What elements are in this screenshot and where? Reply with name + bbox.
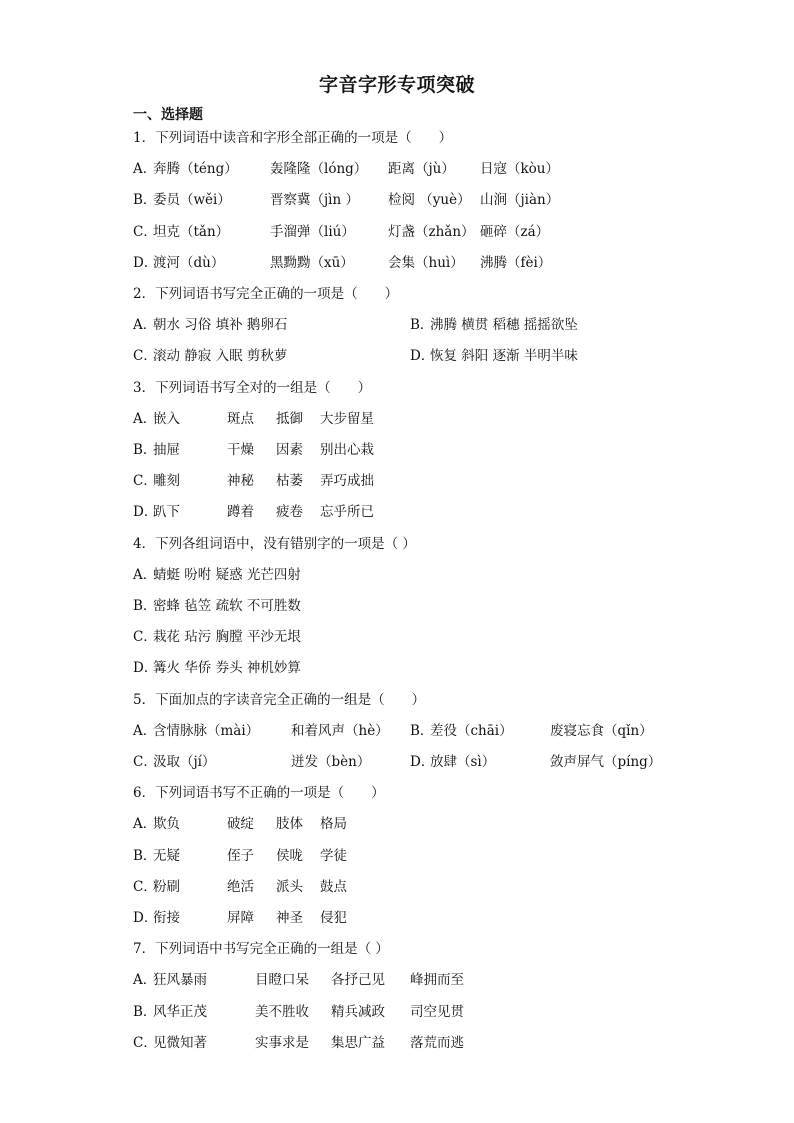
option-item: 黑黝黝（xū）: [270, 254, 354, 271]
option-item: 衔接: [153, 910, 180, 926]
option-item: 滚动 静寂 入眠 剪秋萝: [153, 348, 288, 365]
option-label: B．: [133, 598, 157, 614]
option-item: 山涧（jiàn）: [480, 192, 560, 209]
option-item: 含情脉脉（mài）: [153, 722, 260, 739]
option-item: 轰隆隆（lóng）: [270, 161, 368, 178]
option-item: 抵御: [276, 410, 303, 427]
option-item: 鼓点: [320, 878, 347, 895]
question-stem: 1．下列词语中读音和字形全部正确的一项是（ ）: [133, 130, 453, 146]
option-item: 蹲着: [227, 504, 254, 521]
option-label: A．: [133, 972, 157, 989]
option-item: 枯萎: [276, 473, 303, 490]
option-item: 峰拥而至: [410, 972, 464, 989]
option-item: 敛声屏气（píng）: [550, 754, 662, 770]
option-label: D．: [133, 910, 158, 926]
question-stem: 2．下列词语书写完全正确的一项是（ ）: [133, 286, 399, 302]
option-item: 别出心栽: [320, 442, 374, 458]
option-label: B．: [133, 847, 157, 864]
option-label: B．: [133, 442, 157, 458]
option-item: 迸发（bèn）: [291, 754, 371, 770]
option-item: 破绽: [227, 816, 254, 833]
option-item: 欺负: [153, 816, 180, 833]
option-item: 弄巧成拙: [320, 473, 374, 490]
option-item: 和着风声（hè）: [291, 722, 389, 739]
option-label: D．: [133, 660, 158, 677]
option-item: 屏障: [227, 910, 254, 926]
option-item: 目瞪口呆: [255, 972, 309, 989]
option-item: 侵犯: [320, 910, 347, 926]
option-item: 委员（wěi）: [153, 192, 231, 209]
option-label: C．: [133, 1034, 157, 1051]
option-item: 晋察冀（jìn ）: [270, 192, 359, 209]
option-item: 抽屉: [153, 442, 180, 458]
option-item: 绝活: [227, 878, 254, 895]
option-item: 坦克（tǎn）: [153, 223, 230, 240]
option-item: 蜻蜓 吩咐 疑惑 光芒四射: [153, 566, 301, 583]
option-item: 奔腾（téng）: [153, 161, 238, 178]
option-item: 集思广益: [331, 1034, 385, 1051]
question-stem: 3．下列词语书写全对的一组是（ ）: [133, 379, 372, 396]
option-item: 干燥: [227, 442, 254, 458]
option-label: C．: [133, 629, 157, 646]
option-item: 雕刻: [153, 473, 180, 490]
option-label: A．: [133, 410, 157, 427]
option-item: 会集（huì）: [388, 254, 464, 271]
option-label: B．: [133, 1003, 157, 1020]
option-item: 嵌入: [153, 410, 180, 427]
option-label: C．: [133, 348, 157, 365]
option-label: C．: [133, 754, 157, 770]
option-item: 放肆（sì）: [430, 754, 496, 770]
option-item: 废寝忘食（qǐn）: [550, 722, 653, 739]
option-item: 格局: [320, 816, 347, 833]
option-item: 日寇（kòu）: [480, 161, 560, 178]
option-item: 手溜弹（liú）: [270, 223, 355, 240]
option-item: 恢复 斜阳 逐渐 半明半味: [430, 348, 578, 365]
option-label: D．: [410, 754, 435, 770]
option-item: 侯咙: [276, 847, 303, 864]
question-stem: 6．下列词语书写不正确的一项是（ ）: [133, 785, 385, 802]
option-item: 大步留星: [320, 410, 374, 427]
option-item: 朝水 习俗 填补 鹅卵石: [153, 317, 288, 334]
option-item: 风华正茂: [153, 1003, 207, 1020]
option-label: A．: [133, 161, 157, 178]
option-item: 实事求是: [255, 1034, 309, 1051]
option-item: 因素: [276, 442, 303, 458]
option-label: D．: [133, 254, 158, 271]
option-label: B．: [410, 317, 434, 334]
option-label: A．: [133, 566, 157, 583]
option-item: 忘乎所已: [320, 504, 374, 521]
option-item: 肢体: [276, 816, 303, 833]
option-item: 疲卷: [276, 504, 303, 521]
option-item: 距离（jù）: [388, 161, 455, 178]
option-label: B．: [410, 722, 434, 739]
page-title: 字音字形专项突破: [318, 74, 475, 96]
option-item: 差役（chāi）: [430, 722, 513, 739]
option-item: 狂风暴雨: [153, 972, 207, 989]
option-item: 侄子: [227, 847, 254, 864]
option-item: 见微知著: [153, 1034, 207, 1051]
question-stem: 5．下面加点的字读音完全正确的一组是（ ）: [133, 691, 426, 708]
option-label: C．: [133, 473, 157, 490]
option-item: 神秘: [227, 473, 254, 490]
option-item: 精兵减政: [331, 1003, 385, 1020]
section-heading: 一、选择题: [133, 107, 203, 123]
option-item: 密蜂 毡笠 疏软 不可胜数: [153, 598, 301, 614]
option-item: 检阅 （yuè）: [388, 192, 471, 209]
option-label: D．: [410, 348, 435, 365]
option-label: D．: [133, 504, 158, 521]
option-item: 栽花 玷污 胸膛 平沙无垠: [153, 629, 301, 646]
option-label: C．: [133, 223, 157, 240]
option-item: 神圣: [276, 910, 303, 926]
option-item: 美不胜收: [255, 1003, 309, 1020]
option-item: 灯盏（zhǎn）: [388, 223, 475, 240]
option-label: A．: [133, 722, 157, 739]
option-item: 斑点: [227, 410, 254, 427]
question-stem: 4．下列各组词语中，没有错别字的一项是（ ）: [133, 535, 416, 552]
option-item: 砸碎（zá）: [480, 223, 550, 240]
option-item: 渡河（dù）: [153, 254, 225, 271]
option-item: 学徒: [320, 847, 347, 864]
option-label: B．: [133, 192, 157, 209]
option-item: 沸腾 横贯 稻穗 摇摇欲坠: [430, 317, 578, 334]
option-item: 趴下: [153, 504, 180, 521]
option-item: 各抒己见: [331, 972, 385, 989]
option-item: 司空见贯: [410, 1003, 464, 1020]
option-item: 篝火 华侨 券头 神机妙算: [153, 660, 301, 677]
option-label: A．: [133, 816, 157, 833]
option-label: A．: [133, 317, 157, 334]
option-item: 粉刷: [153, 878, 180, 895]
option-item: 沸腾（fèi）: [480, 254, 552, 271]
option-label: C．: [133, 878, 157, 895]
option-item: 无疑: [153, 847, 180, 864]
question-stem: 7．下列词语中书写完全正确的一组是（ ）: [133, 941, 389, 958]
option-item: 汲取（jí）: [153, 754, 216, 770]
option-item: 落荒而逃: [410, 1034, 464, 1051]
option-item: 派头: [276, 878, 303, 895]
